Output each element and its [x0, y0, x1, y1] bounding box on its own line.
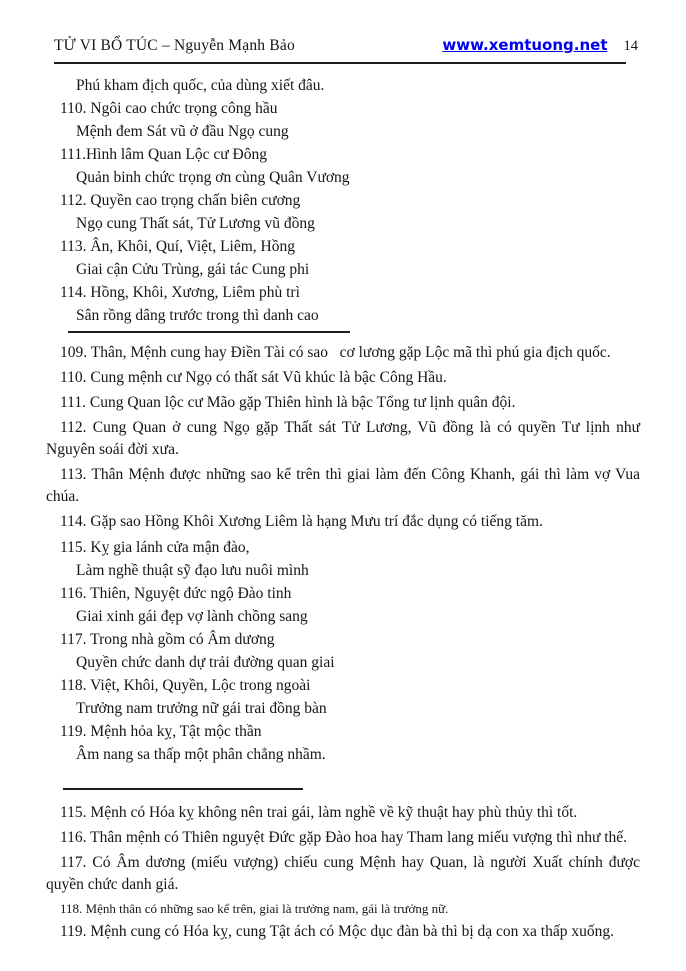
book-title: TỬ VI BỔ TÚC – Nguyễn Mạnh Bảo	[54, 37, 295, 54]
verse-line: Âm nang sa thấp một phân chẳng nhầm.	[76, 746, 326, 763]
note-paragraph: 110. Cung mệnh cư Ngọ có thất sát Vũ khúc là bậc Công Hầu.	[60, 369, 447, 386]
note-paragraph: 111. Cung Quan lộc cư Mão gặp Thiên hình là bậc Tổng tư lịnh quân đội.	[60, 394, 516, 411]
verse-line: Giai cận Cửu Trùng, gái tác Cung phi	[76, 261, 310, 278]
verse-line: 112. Quyền cao trọng chấn biên cương	[60, 192, 301, 209]
footnote-paragraph: 118. Mệnh thân có những sao kể trên, giai là trưởng nam, gái là trưởng nữ.	[60, 901, 449, 916]
note-paragraph: 112. Cung Quan ở cung Ngọ gặp Thất sát Tử Lương, Vũ đồng là có quyền Tư lịnh như Nguyên soái đời xưa.	[46, 419, 640, 458]
verse-line: 119. Mệnh hỏa kỵ, Tật mộc thần	[60, 723, 262, 740]
site-link[interactable]: www.xemtuong.net	[442, 36, 608, 54]
footnote-divider	[63, 788, 303, 790]
verse-line: 111.Hình lâm Quan Lộc cư Đông	[60, 146, 267, 163]
note-paragraph: 117. Có Âm dương (miếu vượng) chiếu cung Mệnh hay Quan, là người Xuất chính được quyền chức danh giá.	[46, 854, 640, 893]
note-paragraph: 113. Thân Mệnh được những sao kể trên thì giai làm đến Công Khanh, gái thì làm vợ Vua chúa.	[46, 466, 640, 505]
note-paragraph: 116. Thân mệnh có Thiên nguyệt Đức gặp Đào hoa hay Tham lang miếu vượng thì như thế.	[60, 829, 628, 846]
note-paragraph: 114. Gặp sao Hồng Khôi Xương Liêm là hạng Mưu trí đắc dụng có tiếng tăm.	[60, 513, 543, 530]
note-paragraph: 109. Thân, Mệnh cung hay Điền Tài có sao cơ lương gặp Lộc mã thì phú gia địch quốc.	[60, 344, 611, 361]
verse-line: Trưởng nam trưởng nữ gái trai đồng bàn	[76, 700, 327, 717]
mid-section-divider	[68, 331, 350, 333]
verse-line: Ngọ cung Thất sát, Tử Lương vũ đồng	[76, 215, 315, 232]
verse-line: Sân rồng dâng trước trong thì danh cao	[76, 307, 319, 324]
verse-line: Quyền chức danh dự trải đường quan giai	[76, 654, 335, 671]
verse-line: Quản binh chức trọng ơn cùng Quân Vương	[76, 169, 350, 186]
verse-line: Giai xinh gái đẹp vợ lành chồng sang	[76, 608, 308, 625]
verse-line: 113. Ân, Khôi, Quí, Việt, Liêm, Hồng	[60, 238, 295, 255]
note-paragraph: 119. Mệnh cung có Hóa kỵ, cung Tật ách có Mộc dục đàn bà thì bị dạ con xa thấp xuống.	[60, 923, 614, 940]
verse-line: Mệnh đem Sát vũ ở đầu Ngọ cung	[76, 123, 289, 140]
content-area	[46, 74, 640, 943]
verse-line: 114. Hồng, Khôi, Xương, Liêm phù trì	[60, 284, 300, 301]
verse-line: Phú kham địch quốc, của dùng xiết đâu.	[76, 77, 325, 94]
verse-line: 110. Ngôi cao chức trọng công hầu	[60, 100, 278, 117]
page-number: 14	[623, 38, 638, 54]
verse-line: Làm nghề thuật sỹ đạo lưu nuôi mình	[76, 562, 309, 579]
verse-line: 117. Trong nhà gồm có Âm dương	[60, 631, 275, 648]
page-header	[46, 36, 640, 55]
verse-line: 115. Kỵ gia lánh cửa mận đào,	[60, 539, 250, 556]
verse-line: 116. Thiên, Nguyệt đức ngộ Đào tinh	[60, 585, 292, 602]
verse-line: 118. Việt, Khôi, Quyền, Lộc trong ngoài	[60, 677, 311, 694]
header-rule	[54, 62, 626, 64]
note-paragraph: 115. Mệnh có Hóa kỵ không nên trai gái, làm nghề về kỹ thuật hay phù thủy thì tốt.	[60, 804, 578, 821]
